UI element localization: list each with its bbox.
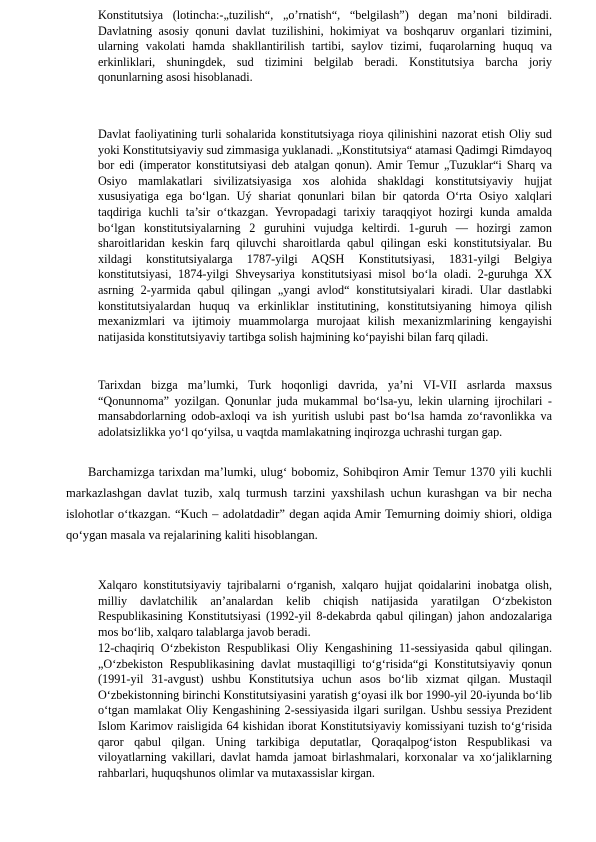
paragraph-konstitutsiya-definition: Konstitutsiya (lotincha:-„tuzilish“, „o’rnatish“, “belgilash”) degan ma’noni bildiradi. Davlatning asosiy qonuni davlat tuzilishini, hokimiyat va boshqaruv organlari tizimini, ularning vakolati hamda shakllantirilish tartibi, saylov tizimi, fuqarolarning huquq va erkinliklari, shuningdek, sud tizimini belgilab beradi. Konstitutsiya barcha joriy qonunlarning asosi hisoblanadi. [98,8,552,85]
paragraph-constitution-adoption: 12-chaqiriq O‘zbekiston Respublikasi Oliy Kengashining 11-sessiyasida qabul qilingan. „O‘zbekiston Respublikasining davlat mustaqilligi to‘g‘risida“gi Konstitutsiyaviy qonun (1991-yil 31-avgust) ushbu Konstitutsiya uchun asos bo‘lib xizmat qilgan. Mustaqil O‘zbekistonning birinchi Konstitutsiyasini yaratish g‘oyasi ilk bor 1990-yil 20-iyunda bo‘lib o‘tgan mamlakat Oliy Kengashining 2-sessiyasida ilgari surilgan. Ushbu sessiya Prezident Islom Karimov raisligida 64 kishidan iborat Konstitutsiyaviy komissiyani tuzish to‘g‘risida qaror qabul qilgan. Uning tarkibiga deputatlar, Qoraqalpog‘iston Respublikasi va viloyatlarning vakillari, davlat hamda jamoat birlashmalari, korxonalar va xo‘jaliklarning rahbarlari, huquqshunos olimlar va mutaxassislar kirgan. [98,641,552,780]
paragraph-constitutional-history: Davlat faoliyatining turli sohalarida konstitutsiyaga rioya qilinishini nazorat etish Oliy sud yoki Konstitutsiyaviy sud zimmasiga yuklanadi. „Konstitutsiya“ atamasi Qadimgi Rimdayoq bor edi (imperator konstitutsiyasi deb atalgan qonun). Amir Temur „Tuzuklar“i Sharq va Osiyo mamlakatlari sivilizatsiyasiga xos alohida shakldagi konstitutsiyaviy hujjat xususiyatiga ega bo‘lgan. Uý shariat qonunlari bilan bir qatorda O‘rta Osiyo xalqlari taqdiriga kuchli ta’sir o‘tkazgan. Yevropadagi tarixiy taraqqiyot hozirgi kunda amalda bo‘lgan konstitutsiyalarning 2 guruhini vujudga keltirdi. 1-guruh — hozirgi zamon sharoitlaridan keskin farq qiluvchi sharoitlarda qabul qilingan eski konstitutsiyalar. Bu xildagi konstitutsiyalarga 1787-yilgi AQSH Konstitutsiyasi, 1831-yilgi Belgiya konstitutsiyasi, 1874-yilgi Shveysariya konstitutsiyasi misol bo‘la oladi. 2-guruhga XX asrning 2-yarmida qabul qilingan „yangi avlod“ konstitutsiyalari kiradi. Ular dastlabki konstitutsiyalardan huquq va erkinliklar institutining, konstitutsiyaning himoya qilish mexanizmlari va ijtimoiy muammolarga murojaat kilish mexanizmlarining kengayishi natijasida konstitutsiyaviy tartibga solish hajmining ko‘payishi bilan farq qiladi. [98,127,552,344]
paragraph-uzbekistan-constitution: Xalqaro konstitutsiyaviy tajribalarni o‘rganish, xalqaro hujjat qoidalarini inobatga olish, milliy davlatchilik an’analardan kelib chiqish natijasida yaratilgan O‘zbekiston Respublikasining Konstitutsiyasi (1992-yil 8-dekabrda qabul qilingan) jahon andozalariga mos bo‘lib, xalqaro talablarga javob beradi. [98,578,552,639]
paragraph-turk-khaganate: Tarixdan bizga ma’lumki, Turk hoqonligi davrida, ya’ni VI-VII asrlarda maxsus “Qonunnoma” yozilgan. Qonunlar juda mukammal bo‘lsa-yu, lekin ularning ijrochilari - mansabdorlarning odob-axloqi va ish yuritish uslubi past bo‘lsa hamda zo‘ravonlikka va adolatsizlikka yo‘l qo‘yilsa, u vaqtda mamlakatning inqirozga uchrashi turgan gap. [98,378,552,439]
paragraph-amir-temur: Barchamizga tarixdan ma’lumki, ulug‘ bobomiz, Sohibqiron Amir Temur 1370 yili kuchli markazlashgan davlat tuzib, xalq turmush tarzini yaxshilash uchun kurashgan va bir necha islohotlar o‘tkazgan. “Kuch – adolatdadir” degan aqida Amir Temurning doimiy shiori, oldiga qo‘ygan masala va rejalarining kaliti hisoblangan. [66,465,552,542]
